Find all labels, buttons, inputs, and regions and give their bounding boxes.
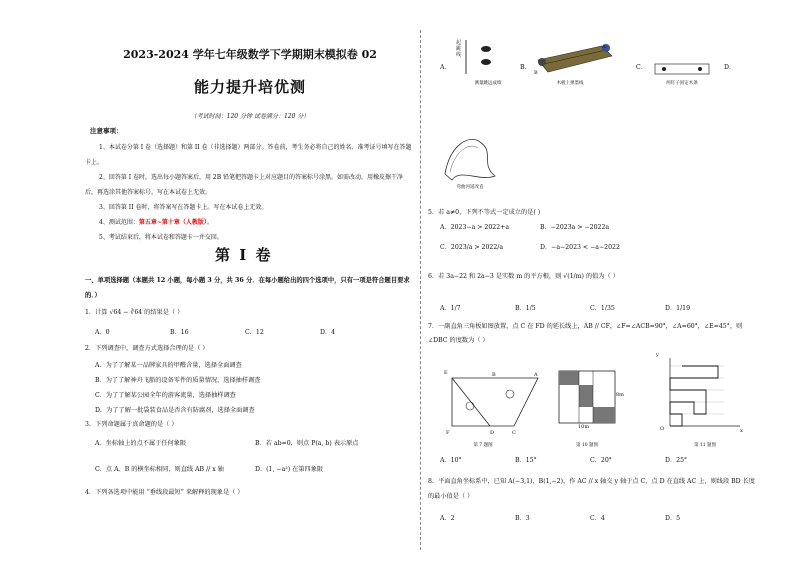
option: A．2 (440, 515, 455, 522)
figure-11 (664, 356, 744, 432)
option: B．若 ab=0，则点 P(a, b) 表示原点 (255, 440, 359, 447)
option: D．为了了解一批袋装食品是否含有防腐剂，选择全面调查 (95, 407, 255, 414)
label-b: B (492, 372, 496, 378)
notes-heading: 注意事项： (90, 127, 123, 135)
mark-a: A (602, 44, 606, 50)
option: A．0 (95, 329, 110, 336)
option: D．5 (665, 515, 681, 522)
option: D．25° (665, 457, 688, 464)
section-title: 一、单项选择题（本题共 12 小题，每小题 3 分，共 36 分．在每小题给出的四个选项中，只有一项是符合题目要求的．） (85, 277, 410, 299)
exam-meta: （考试时间：120 分钟 试卷满分：120 分） (190, 113, 310, 120)
option: D．(1, −a²) 在第四象限 (255, 466, 324, 473)
notes-list (85, 140, 415, 245)
nail-board-illustration (654, 62, 710, 76)
label-d: D (490, 430, 495, 436)
option: C．1/35 (590, 305, 615, 312)
q4-option-a-label: A． (440, 64, 451, 71)
option: C．20° (590, 457, 612, 464)
question-2-stem: 2．下列调查中，调查方式选择合理的是（ ） (85, 345, 209, 352)
label-8m: 8m (616, 392, 624, 398)
option: C．2023/a > 2022/a (440, 244, 504, 251)
option: A．2023−a > 2022+a (440, 224, 510, 231)
q4-a-caption: 测量跳远成绩 (474, 81, 502, 86)
jump-illustration (464, 40, 524, 74)
figure-10-caption: 第 10 题图 (575, 443, 599, 448)
note-item: 2、回答第 I 卷时，选出每小题答案后，用 2B 铅笔把答题卡上对应题目的答案标号涂黑。如需改动，用橡皮擦干净后，再选涂其他答案标号。写在本试卷上无效。 (85, 174, 404, 196)
question-6-options (428, 302, 758, 316)
option: A．坐标轴上的点不属于任何象限 (95, 440, 187, 447)
label-f: F (446, 430, 450, 436)
option: C．为了了解某公园全年的游客流量，选择抽样调查 (95, 392, 236, 399)
option: B．为了了解神舟飞船的设备零件的质量情况，选择抽样调查 (95, 377, 261, 384)
option: D．1/19 (665, 305, 691, 312)
q4-b-caption: 木板上弹墨线 (556, 81, 584, 86)
note-item: 4、测试范围：第五章~第十章（人教版）。 (99, 219, 213, 226)
option: C．12 (245, 329, 264, 336)
option: B．16 (170, 329, 189, 336)
option: B．−2023a > −2022a (540, 224, 610, 231)
label-o: O (660, 426, 665, 432)
option: A．为了了解某一品牌家具的甲醛含量，选择全面调查 (95, 362, 242, 369)
right-column (428, 0, 768, 566)
note-scope-label: 4、测试范围： (99, 219, 139, 226)
question-8-options (428, 512, 758, 526)
figure-7-caption: 第 7 题图 (473, 443, 493, 448)
exam-subtitle: 能力提升培优测 (193, 78, 306, 96)
question-7-stem: 7．一副直角三角板如图放置，点 C 在 FD 的延长线上，AB // CF，∠F=∠ACB=90°，∠A=60°，∠E=45°，则 ∠DBC 的度数为（ ） (428, 323, 743, 344)
exam-title: 2023-2024 学年七年级数学下学期期末模拟卷 02 (123, 48, 377, 61)
label-a: A (534, 372, 538, 378)
river-illustration (440, 134, 500, 184)
figure-10 (558, 370, 624, 426)
question-2-options (85, 358, 415, 418)
column-divider (420, 30, 421, 550)
option: A．1/7 (440, 305, 461, 312)
question-1-stem: 1．计算 √64 − ∛64 的结果是（ ） (85, 309, 184, 316)
left-column (85, 0, 415, 566)
section-volume-title: 第 I 卷 (215, 246, 273, 264)
question-8-stem: 8．平面直角坐标系中，已知 A(−3,1)，B(1,−2)，作 AC // x 轴交 y 轴于点 C，点 D 在直线 AC 上，则线段 BD 长度的最小值是（ ） (428, 478, 755, 500)
option: C．4 (590, 515, 605, 522)
option: B．3 (515, 515, 530, 522)
mark-b: B (534, 70, 538, 76)
question-6-stem: 6．若 3a−22 和 2a−3 是实数 m 的平方根，则 √(1/m) 的值为（ ） (428, 273, 619, 280)
q4-d-caption: 弯曲河道改直 (456, 185, 484, 190)
q4-a-text: 起跳线 (456, 40, 462, 58)
question-3-stem: 3．下列命题属于真命题的是（ ） (85, 421, 178, 428)
question-7-options (428, 454, 758, 468)
option: B．15° (515, 457, 537, 464)
q4-option-c-label: C． (636, 64, 647, 71)
question-1-options (85, 326, 415, 340)
q4-option-d-label: D． (724, 64, 736, 71)
figure-11-caption: 第 11 题图 (693, 443, 717, 448)
q4-c-caption: 两钉子固定木条 (666, 81, 698, 86)
option: D．4 (320, 329, 336, 336)
label-e: E (444, 370, 448, 376)
label-10m: 10m (578, 424, 590, 430)
q4-option-b-label: B． (520, 64, 531, 71)
option: A．10° (440, 457, 462, 464)
figure-7 (444, 372, 540, 432)
note-scope-value: 第五章~第十章（人教版） (138, 219, 207, 226)
label-y: y (656, 352, 659, 358)
option: D．−a−2023 < −a−2022 (540, 244, 620, 251)
note-item: 1、本试卷分第 I 卷（选择题）和第 II 卷（非选择题）两部分。答卷前，考生务必将自己的姓名、准考证号填写在答题卡上。 (85, 144, 412, 166)
question-4-stem: 4．下列各选项中能用 “垂线段最短” 来解释的现象是（ ） (85, 489, 244, 496)
note-item: 5、考试结束后，将本试卷和答题卡一并交回。 (99, 234, 223, 241)
option: B．1/5 (515, 305, 536, 312)
note-item: 3、回答第 II 卷时，将答案写在答题卡上。写在本试卷上无效。 (99, 204, 268, 211)
label-c: C (512, 430, 516, 436)
option: C．点 A、B 的横坐标相同，则直线 AB // x 轴 (95, 466, 224, 473)
question-5-stem: 5．若 a≠0，下列不等式一定成立的是( ) (428, 209, 541, 216)
label-x: x (740, 428, 743, 434)
